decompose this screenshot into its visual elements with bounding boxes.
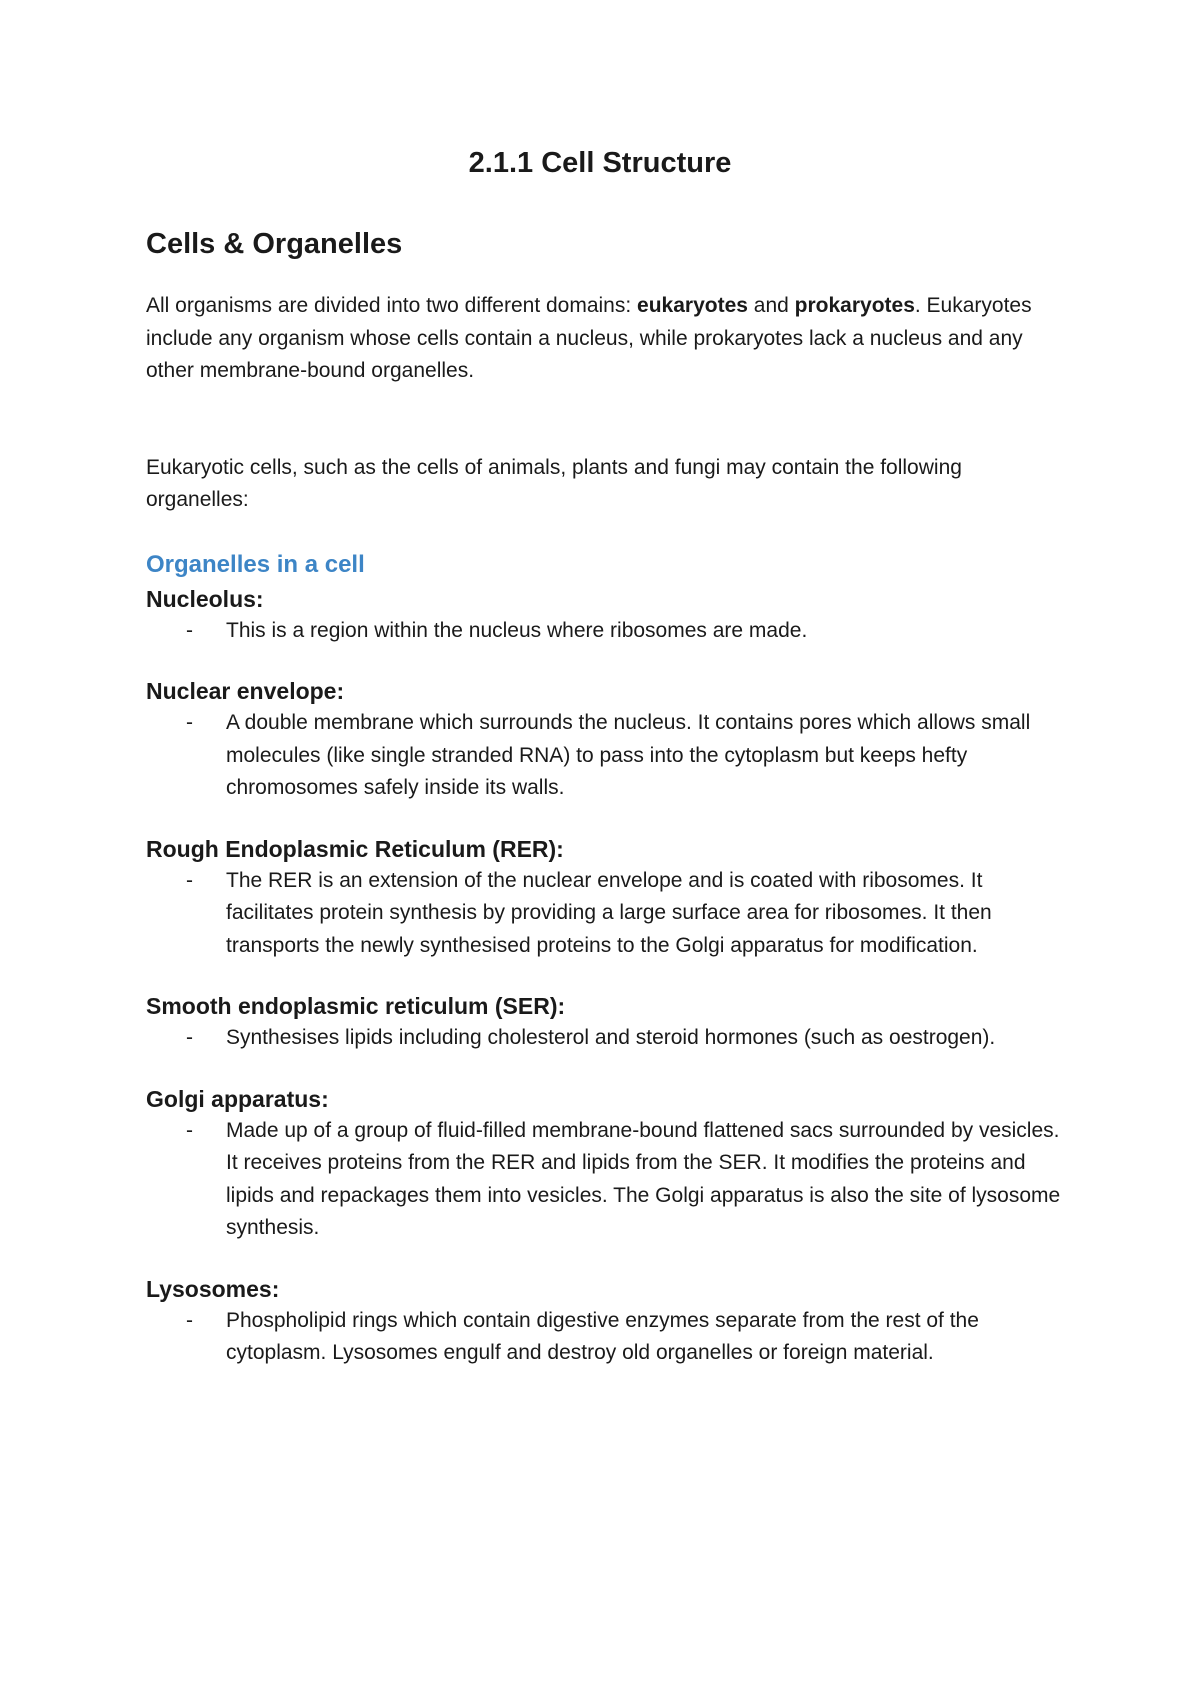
list-item [146,865,1066,963]
list-item [146,1115,1066,1245]
organelle-description: This is a region within the nucleus where ribosomes are made. [226,618,808,642]
section-heading: Cells & Organelles [146,228,403,260]
organelle-nuclear-envelope [146,675,1066,805]
organelle-description: Made up of a group of fluid-filled membrane-bound flattened sacs surrounded by vesicles. It receives proteins from the RER and lipids from the SER. It modifies the proteins and lipids and repackages them into vesicles. The Golgi apparatus is also the site of lysosome synthesis. [226,1118,1061,1239]
bullet-dash: - [186,1026,193,1049]
organelle-description: The RER is an extension of the nuclear envelope and is coated with ribosomes. It facilitates protein synthesis by providing a large surface area for ribosomes. It then transports the newly synthesised proteins to the Golgi apparatus for modification. [226,868,992,957]
organelle-description: Synthesises lipids including cholesterol and steroid hormones (such as oestrogen). [226,1026,996,1049]
organelle-name: Nuclear envelope: [146,678,345,704]
list-item [146,1305,1066,1370]
list-item [146,707,1066,805]
organelle-name: Rough Endoplasmic Reticulum (RER): [146,835,564,862]
organelle-name: Golgi apparatus: [146,1085,329,1112]
organelle-rer [146,833,1066,963]
bullet-dash: - [186,868,193,892]
organelle-description: A double membrane which surrounds the nucleus. It contains pores which allows small molecules (like single stranded RNA) to pass into the cytoplasm but keeps hefty chromosomes safely inside its walls. [226,711,1031,799]
intro-term-eukaryotes: eukaryotes [637,294,748,317]
intro-paragraph-2: Eukaryotic cells, such as the cells of animals, plants and fungi may contain the following organelles: [146,455,962,511]
organelle-golgi [146,1083,1066,1245]
list-item [146,1022,1066,1055]
document-title: 2.1.1 Cell Structure [468,147,732,179]
intro-term-prokaryotes: prokaryotes [794,294,915,317]
organelle-lysosomes [146,1273,1066,1370]
bullet-dash: - [186,618,193,642]
organelle-name: Nucleolus: [146,585,264,612]
intro-text-2: and [747,294,795,317]
bullet-dash: - [186,1308,193,1332]
intro-text-3: . Eukaryotes include any organism whose cells contain a nucleus, while prokaryotes lack a nucleus and any other membrane-bound organelles. [146,294,1032,382]
organelle-nucleolus [146,583,1066,648]
organelle-description: Phospholipid rings which contain digestive enzymes separate from the rest of the cytoplasm. Lysosomes engulf and destroy old organelles or foreign material. [226,1308,979,1364]
list-item [146,615,1066,648]
bullet-dash: - [186,1118,193,1142]
bullet-dash: - [186,711,193,734]
intro-text-1: All organisms are divided into two different domains: [146,294,638,317]
organelle-name: Smooth endoplasmic reticulum (SER): [146,993,566,1019]
document-page [146,140,1066,1370]
organelles-subheading: Organelles in a cell [146,550,365,578]
organelle-ser [146,990,1066,1055]
intro-paragraph [146,290,1066,388]
organelle-name: Lysosomes: [146,1275,280,1302]
